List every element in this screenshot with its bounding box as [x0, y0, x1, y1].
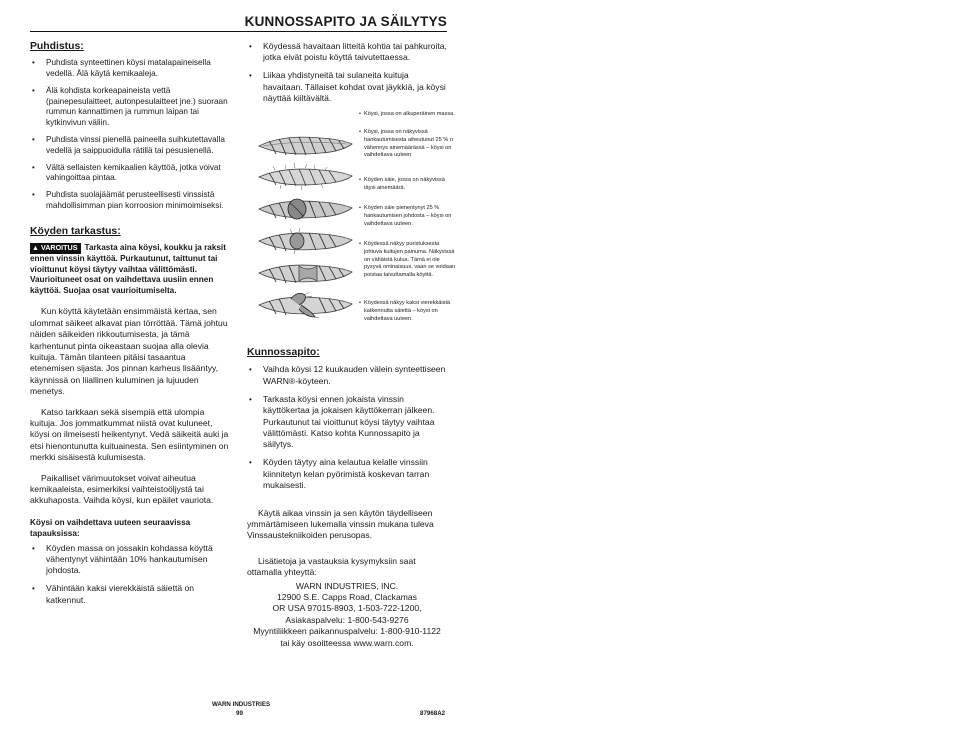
- warning-notice: [30, 243, 230, 296]
- rope-illustrations: [247, 111, 456, 325]
- rope-image-full-mass: [255, 129, 355, 159]
- right-column: [247, 41, 456, 649]
- inspection-paragraph: Kun köyttä käytetään ensimmäistä kertaa, sen ulommat säikeet alkavat pian törröttää. Tämä johtuu näiden säikeiden rikkoutumisesta, ja tämä karhentunut pinta oikeastaan suojaa alla olevia kuituja. Tämän tilanteen pitäisi tasaantua etenemisen sijasta. Jos pinnan karheus lisääntyy, käynnissä on liiallinen kuluminen ja lujuuden menetys.: [30, 306, 228, 397]
- rope-image-broken-strands: [255, 289, 355, 319]
- page-title: KUNNOSSAPITO JA SÄILYTYS: [244, 14, 447, 29]
- list-item: • Puhdista vinssi pienellä paineella suihkutettavalla vedellä ja saippuoidulla rätillä tai pesusienellä.: [30, 135, 230, 156]
- contact-line: tai käy osoitteessa www.warn.com.: [280, 637, 414, 648]
- contact-intro: Lisätietoja ja vastauksia kysymyksiin saat ottamalla yhteyttä:: [247, 555, 416, 578]
- list-item: • Köyden täytyy aina kelautua kelalle vinssiin kiinnitetyn kelan pyörimistä koskevan tarran mukaisesti.: [247, 457, 447, 491]
- list-item: • Älä kohdista korkeapaineista vettä (painepesulaitteet, autonpesulaitteet jne.) suoraan rummun kannattimen ja rummun laipan tai kytkinvivun väliin.: [30, 86, 230, 128]
- rope-caption: • Köydessä näkyy kaksi vierekkäistä katkennutta säiettä – köysi on vaihdettava uuteen.: [359, 300, 456, 323]
- page-number: 99: [236, 710, 243, 717]
- list-item: • Tarkasta köysi ennen jokaista vinssin käyttökertaa ja jokaisen käyttökerran jälkeen. Purkautunut tai vioittunut köysi täytyy vaihtaa välittömästi. Katso kohta Kunnossapito ja säilytys.: [247, 394, 447, 451]
- warning-triangle-icon: ▲: [32, 244, 39, 252]
- contact-line: Asiakaspalvelu: 1-800-543-9276: [285, 614, 409, 625]
- list-item: • Köyden massa on jossakin kohdassa köyttä vähentynyt vähintään 10% hankautumisen johdosta.: [30, 543, 230, 577]
- list-item: • Puhdista suolajäämät perusteellisesti vinssistä mahdollisimman pian korroosion minimoimiseksi.: [30, 190, 230, 211]
- inspection-paragraph: Katso tarkkaan sekä sisempiä että ulompia kuituja. Jos jommatkummat niistä ovat kuluneet, köysi on ilmeisesti heikentynyt. Vedä säikeitä auki ja etsi hienontunutta kuituainesta. Sen esiintyminen on merkki sisäisestä kulumisesta.: [30, 406, 229, 463]
- list-item: • Vaihda köysi 12 kuukauden välein synteettiseen WARN®-köyteen.: [247, 364, 447, 387]
- maintenance-heading: Kunnossapito:: [247, 347, 320, 359]
- rope-strand-reduced-illustration: [255, 225, 355, 255]
- warning-badge: [30, 243, 81, 254]
- warning-badge-label: VAROITUS: [40, 242, 78, 252]
- maintenance-list: [247, 364, 447, 491]
- list-item: • Köydessä havaitaan litteitä kohtia tai pahkuroita, jotka eivät poistu köyttä taivutettaessa.: [247, 41, 447, 64]
- rope-caption: • Köydessä näkyy puristuksesta johtuva kuitujen painuma. Näkyvissä on vähäistä kulua. Tämä ei ole pysyvä ominaisuus, vaan se voidaan poistaa taivuttamalla köyttä.: [359, 241, 456, 280]
- closing-paragraph: Käytä aikaa vinssin ja sen käytön täydelliseen ymmärtämiseen lukemalla vinssin mukana tuleva Vinssaustekniikoiden perusopas.: [247, 507, 434, 541]
- rope-image-compressed: [255, 257, 355, 287]
- left-column: [30, 41, 230, 613]
- replace-conditions-list-continued: [247, 41, 447, 105]
- warning-text: Tarkasta aina köysi, koukku ja raksit ennen vinssin käyttöä. Purkautunut, taittunut tai vioittunut köysi täytyy vaihtaa välittömästi. Vaurioituneet osat on vaihdettava uusiin ennen käyttöä. Suojaa osat vaurioitumiselta.: [30, 242, 226, 295]
- contact-line: OR USA 97015-8903, 1-503-722-1200,: [272, 603, 422, 614]
- cleaning-list: [30, 58, 230, 211]
- cleaning-heading: Puhdistus:: [30, 41, 84, 52]
- rope-broken-strands-illustration: [255, 289, 355, 319]
- list-item: • Vältä sellaisten kemikaalien käyttöä, jotka voivat vahingoittaa pintaa.: [30, 163, 230, 184]
- rope-caption: • Köyden säie pienentynyt 25 % hankautumisen johdosta – köysi on vaihdettava uuteen.: [359, 205, 456, 228]
- rope-compressed-illustration: [255, 257, 355, 287]
- rope-abraded-illustration: [255, 161, 355, 191]
- rope-image-abraded: [255, 161, 355, 191]
- header-rule: [30, 31, 447, 32]
- replace-conditions-heading: Köysi on vaihdettava uuteen seuraavissa tapauksissa:: [30, 517, 191, 539]
- contact-line: 12900 S.E. Capps Road, Clackamas: [277, 591, 417, 602]
- replace-conditions-list: [30, 543, 230, 607]
- contact-line: WARN INDUSTRIES, INC.: [295, 580, 399, 591]
- inspection-paragraph: Paikalliset värimuutokset voivat aiheutua kemikaaleista, esimerkiksi vaihteistoöljystä tai akkuhaposta. Vaihda köysi, kun epäilet vauriota.: [30, 472, 214, 506]
- rope-caption: • Köysi, jossa on näkyvissä hankautumisesta aiheutunut 25 % n vähennys ainemäärässä – köysi on vaihdettava uuteen: [359, 129, 456, 160]
- rope-full-mass-illustration: [255, 129, 355, 159]
- rope-caption: • Köyden säie, jossa on näkyvissä täysi ainemäärä.: [359, 177, 456, 193]
- list-item: • Liikaa yhdistyneitä tai sulaneita kuituja havaitaan. Tällaiset kohdat ovat jäykkiä, ja köysi näyttää kiiltävältä.: [247, 70, 447, 104]
- contact-block: [247, 581, 447, 649]
- rope-caption: • Köysi, jossa on alkuperäinen massa.: [359, 111, 456, 119]
- contact-line: Myyntiliikkeen paikannuspalvelu: 1-800-910-1122: [253, 626, 441, 637]
- inspection-heading: Köyden tarkastus:: [30, 225, 121, 237]
- rope-image-strand-reduced: [255, 225, 355, 255]
- footer-brand: WARN INDUSTRIES: [212, 701, 271, 708]
- rope-image-strand-full: [255, 193, 355, 223]
- list-item: • Puhdista synteettinen köysi matalapaineisella vedellä. Älä käytä kemikaaleja.: [30, 58, 230, 79]
- document-code: 87968A2: [420, 710, 446, 717]
- rope-strand-full-illustration: [255, 193, 355, 223]
- list-item: • Vähintään kaksi vierekkäistä säiettä on katkennut.: [30, 583, 230, 606]
